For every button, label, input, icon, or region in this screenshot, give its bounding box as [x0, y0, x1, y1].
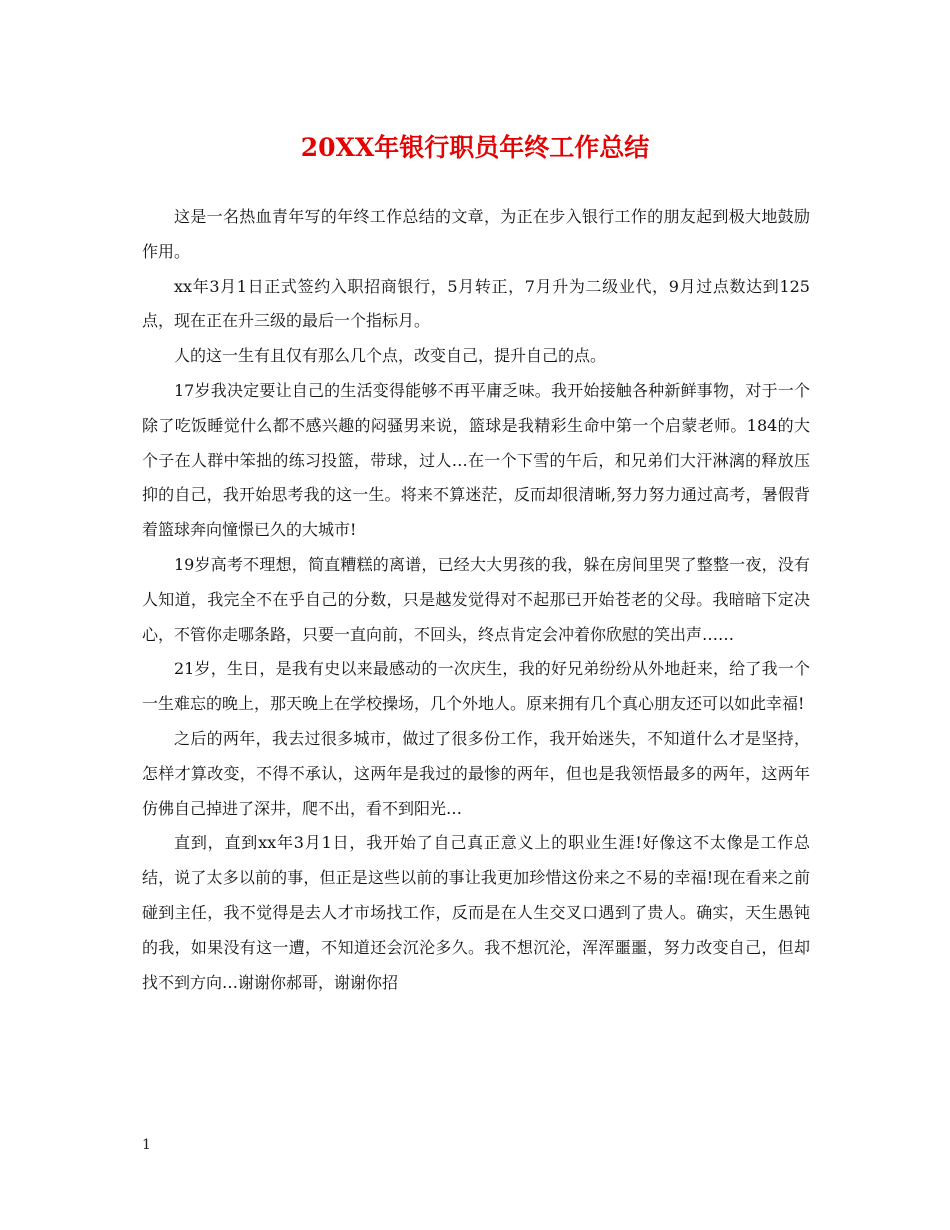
- page-number: 1: [142, 1137, 151, 1153]
- document-title: 20XX年银行职员年终工作总结: [300, 133, 650, 162]
- paragraph: 19岁高考不理想，简直糟糕的离谱，已经大大男孩的我，躲在房间里哭了整整一夜，没有人知道，我完全不在乎自己的分数，只是越发觉得对不起那已开始苍老的父母。我暗暗下定决心，不管你走哪条路，只要一直向前，不回头，终点肯定会冲着你欣慰的笑出声……: [142, 554, 810, 644]
- paragraph: 之后的两年，我去过很多城市，做过了很多份工作，我开始迷失，不知道什么才是坚持，怎样才算改变，不得不承认，这两年是我过的最惨的两年，但也是我领悟最多的两年，这两年仿佛自己掉进了深井，爬不出，看不到阳光…: [142, 728, 810, 818]
- document-body: [142, 200, 810, 1000]
- paragraph: 直到，直到xx年3月1日，我开始了自己真正意义上的职业生涯!好像这不太像是工作总结，说了太多以前的事，但正是这些以前的事让我更加珍惜这份来之不易的幸福!现在看来之前碰到主任，我不觉得是去人才市场找工作，反而是在人生交叉口遇到了贵人。确实，天生愚钝的我，如果没有这一遭，不知道还会沉沦多久。我不想沉沦，浑浑噩噩，努力改变自己，但却找不到方向…谢谢你郝哥，谢谢你招: [142, 833, 810, 992]
- paragraph: 17岁我决定要让自己的生活变得能够不再平庸乏味。我开始接触各种新鲜事物，对于一个除了吃饭睡觉什么都不感兴趣的闷骚男来说，篮球是我精彩生命中第一个启蒙老师。184的大个子在人群中笨拙的练习投篮，带球，过人…在一个下雪的午后，和兄弟们大汗淋漓的释放压抑的自己，我开始思考我的这一生。将来不算迷茫，反而却很清晰,努力努力通过高考，暑假背着篮球奔向憧憬已久的大城市!: [142, 380, 810, 540]
- paragraph: xx年3月1日正式签约入职招商银行，5月转正，7月升为二级业代，9月过点数达到125点，现在正在升三级的最后一个指标月。: [142, 276, 810, 331]
- paragraph: 人的这一生有且仅有那么几个点，改变自己，提升自己的点。: [174, 346, 607, 366]
- paragraph: 这是一名热血青年写的年终工作总结的文章，为正在步入银行工作的朋友起到极大地鼓励作用。: [142, 207, 810, 261]
- paragraph: 21岁，生日，是我有史以来最感动的一次庆生，我的好兄弟纷纷从外地赶来，给了我一个一生难忘的晚上，那天晚上在学校操场，几个外地人。原来拥有几个真心朋友还可以如此幸福!: [142, 659, 810, 714]
